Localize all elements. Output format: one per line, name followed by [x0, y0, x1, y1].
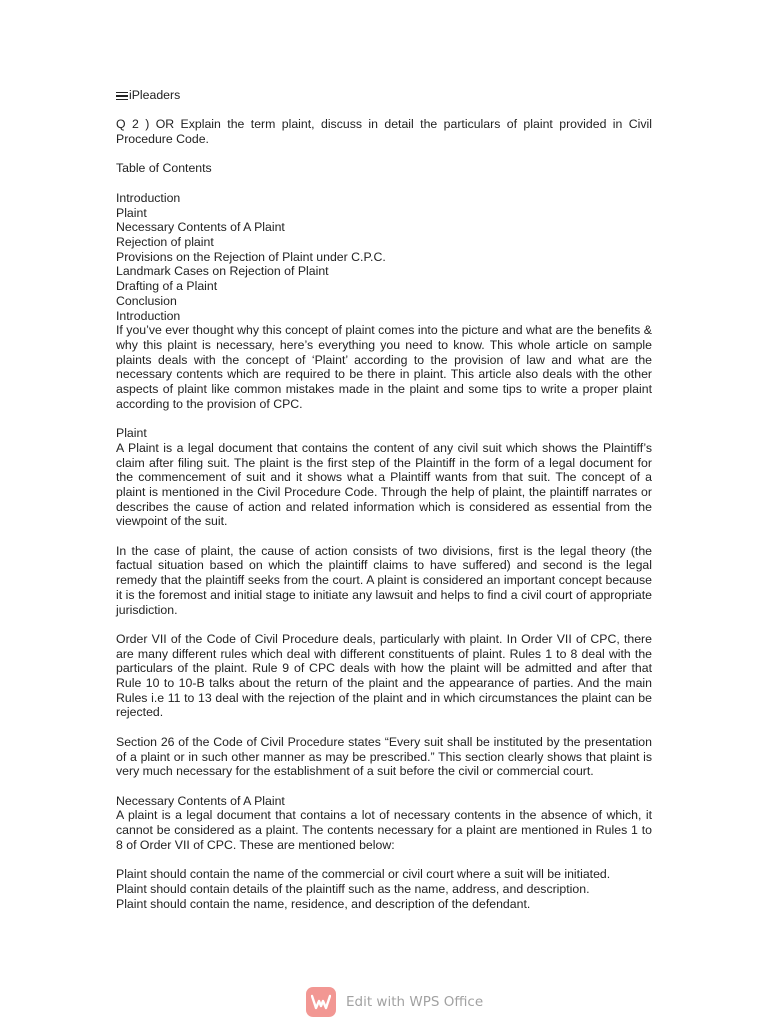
contents-paragraph: A plaint is a legal document that contains a lot of necessary contents in the absence of which, it cannot be considered as a plaint. The contents necessary for a plaint are mentioned in Rules 1 to 8 of Order VII of CPC. These are mentioned below:: [116, 808, 652, 852]
contents-heading: Necessary Contents of A Plaint: [116, 793, 285, 808]
plaint-paragraph-2: In the case of plaint, the cause of action consists of two divisions, first is the legal theory (the factual situation based on which the plaintiff claims to have suffered) and second is the legal remedy that the plaintiff seeks from the court. A plaint is considered an important concept because it is the foremost and initial stage to initiate any lawsuit and helps to find a civil court of appropriate jurisdiction.: [116, 543, 652, 617]
toc-item: Landmark Cases on Rejection of Plaint: [116, 264, 329, 279]
plaint-paragraph-1: A Plaint is a legal document that contains the content of any civil suit which shows the Plaintiff’s claim after filing suit. The plaint is the first step of the Plaintiff in the form of a legal document for the commencement of suit and it shows what a Plaintiff wants from that suit. The concept of a plaint is mentioned in the Civil Procedure Code. Through the help of plaint, the plaintiff narrates or describes the cause of action and related information which is considered as essential from the viewpoint of the suit.: [116, 440, 652, 529]
brand-name: iPleaders: [129, 88, 181, 102]
list-item: Plaint should contain the name of the commercial or civil court where a suit will be initiated.: [116, 867, 611, 882]
toc-item: Rejection of plaint: [116, 234, 214, 249]
intro-heading: Introduction: [116, 308, 181, 323]
contents-list: [116, 867, 652, 911]
toc-heading: Table of Contents: [116, 161, 212, 176]
table-of-contents: [116, 191, 652, 309]
toc-item: Conclusion: [116, 293, 177, 308]
list-item: Plaint should contain the name, residence, and description of the defendant.: [116, 896, 531, 911]
toc-item: Drafting of a Plaint: [116, 279, 218, 294]
toc-item: Necessary Contents of A Plaint: [116, 220, 285, 235]
wps-logo-icon: [306, 987, 336, 1017]
plaint-paragraph-3: Order VII of the Code of Civil Procedure deals, particularly with plaint. In Order VII of CPC, there are many different rules which deal with different constituents of plaint. Rules 1 to 8 deal with the particulars of the plaint. Rule 9 of CPC deals with how the plaint will be admitted and after that Rule 10 to 10-B talks about the return of the plaint and the appearance of parties. And the main Rules i.e 11 to 13 deal with the rejection of the plaint and in which circumstances the plaint can be rejected.: [116, 631, 652, 720]
document-page: [116, 88, 652, 911]
toc-item: Introduction: [116, 190, 181, 205]
toc-item: Plaint: [116, 205, 147, 220]
toc-item: Provisions on the Rejection of Plaint under C.P.C.: [116, 249, 386, 264]
menu-icon: [116, 91, 128, 100]
list-item: Plaint should contain details of the plaintiff such as the name, address, and description.: [116, 881, 590, 896]
plaint-heading: Plaint: [116, 426, 147, 441]
question-text: Q 2 ) OR Explain the term plaint, discuss in detail the particulars of plaint provided in Civil Procedure Code.: [116, 117, 652, 147]
wps-edit-label: Edit with WPS Office: [346, 994, 484, 1010]
plaint-paragraph-4: Section 26 of the Code of Civil Procedure states “Every suit shall be instituted by the presentation of a plaint or in such other manner as may be prescribed.” This section clearly shows that plaint is very much necessary for the establishment of a suit before the civil or commercial court.: [116, 734, 652, 779]
intro-paragraph: If you’ve ever thought why this concept of plaint comes into the picture and what are the benefits & why this plaint is necessary, here’s everything you need to know. This whole article on sample plaints deals with the concept of ‘Plaint’ according to the provision of law and what are the necessary contents which are required to be there in plaint. This article also deals with the other aspects of plaint like common mistakes made in the plaint and some tips to write a proper plaint according to the provision of CPC.: [116, 323, 652, 411]
wps-watermark[interactable]: [306, 987, 483, 1017]
brand-header: [116, 88, 652, 103]
